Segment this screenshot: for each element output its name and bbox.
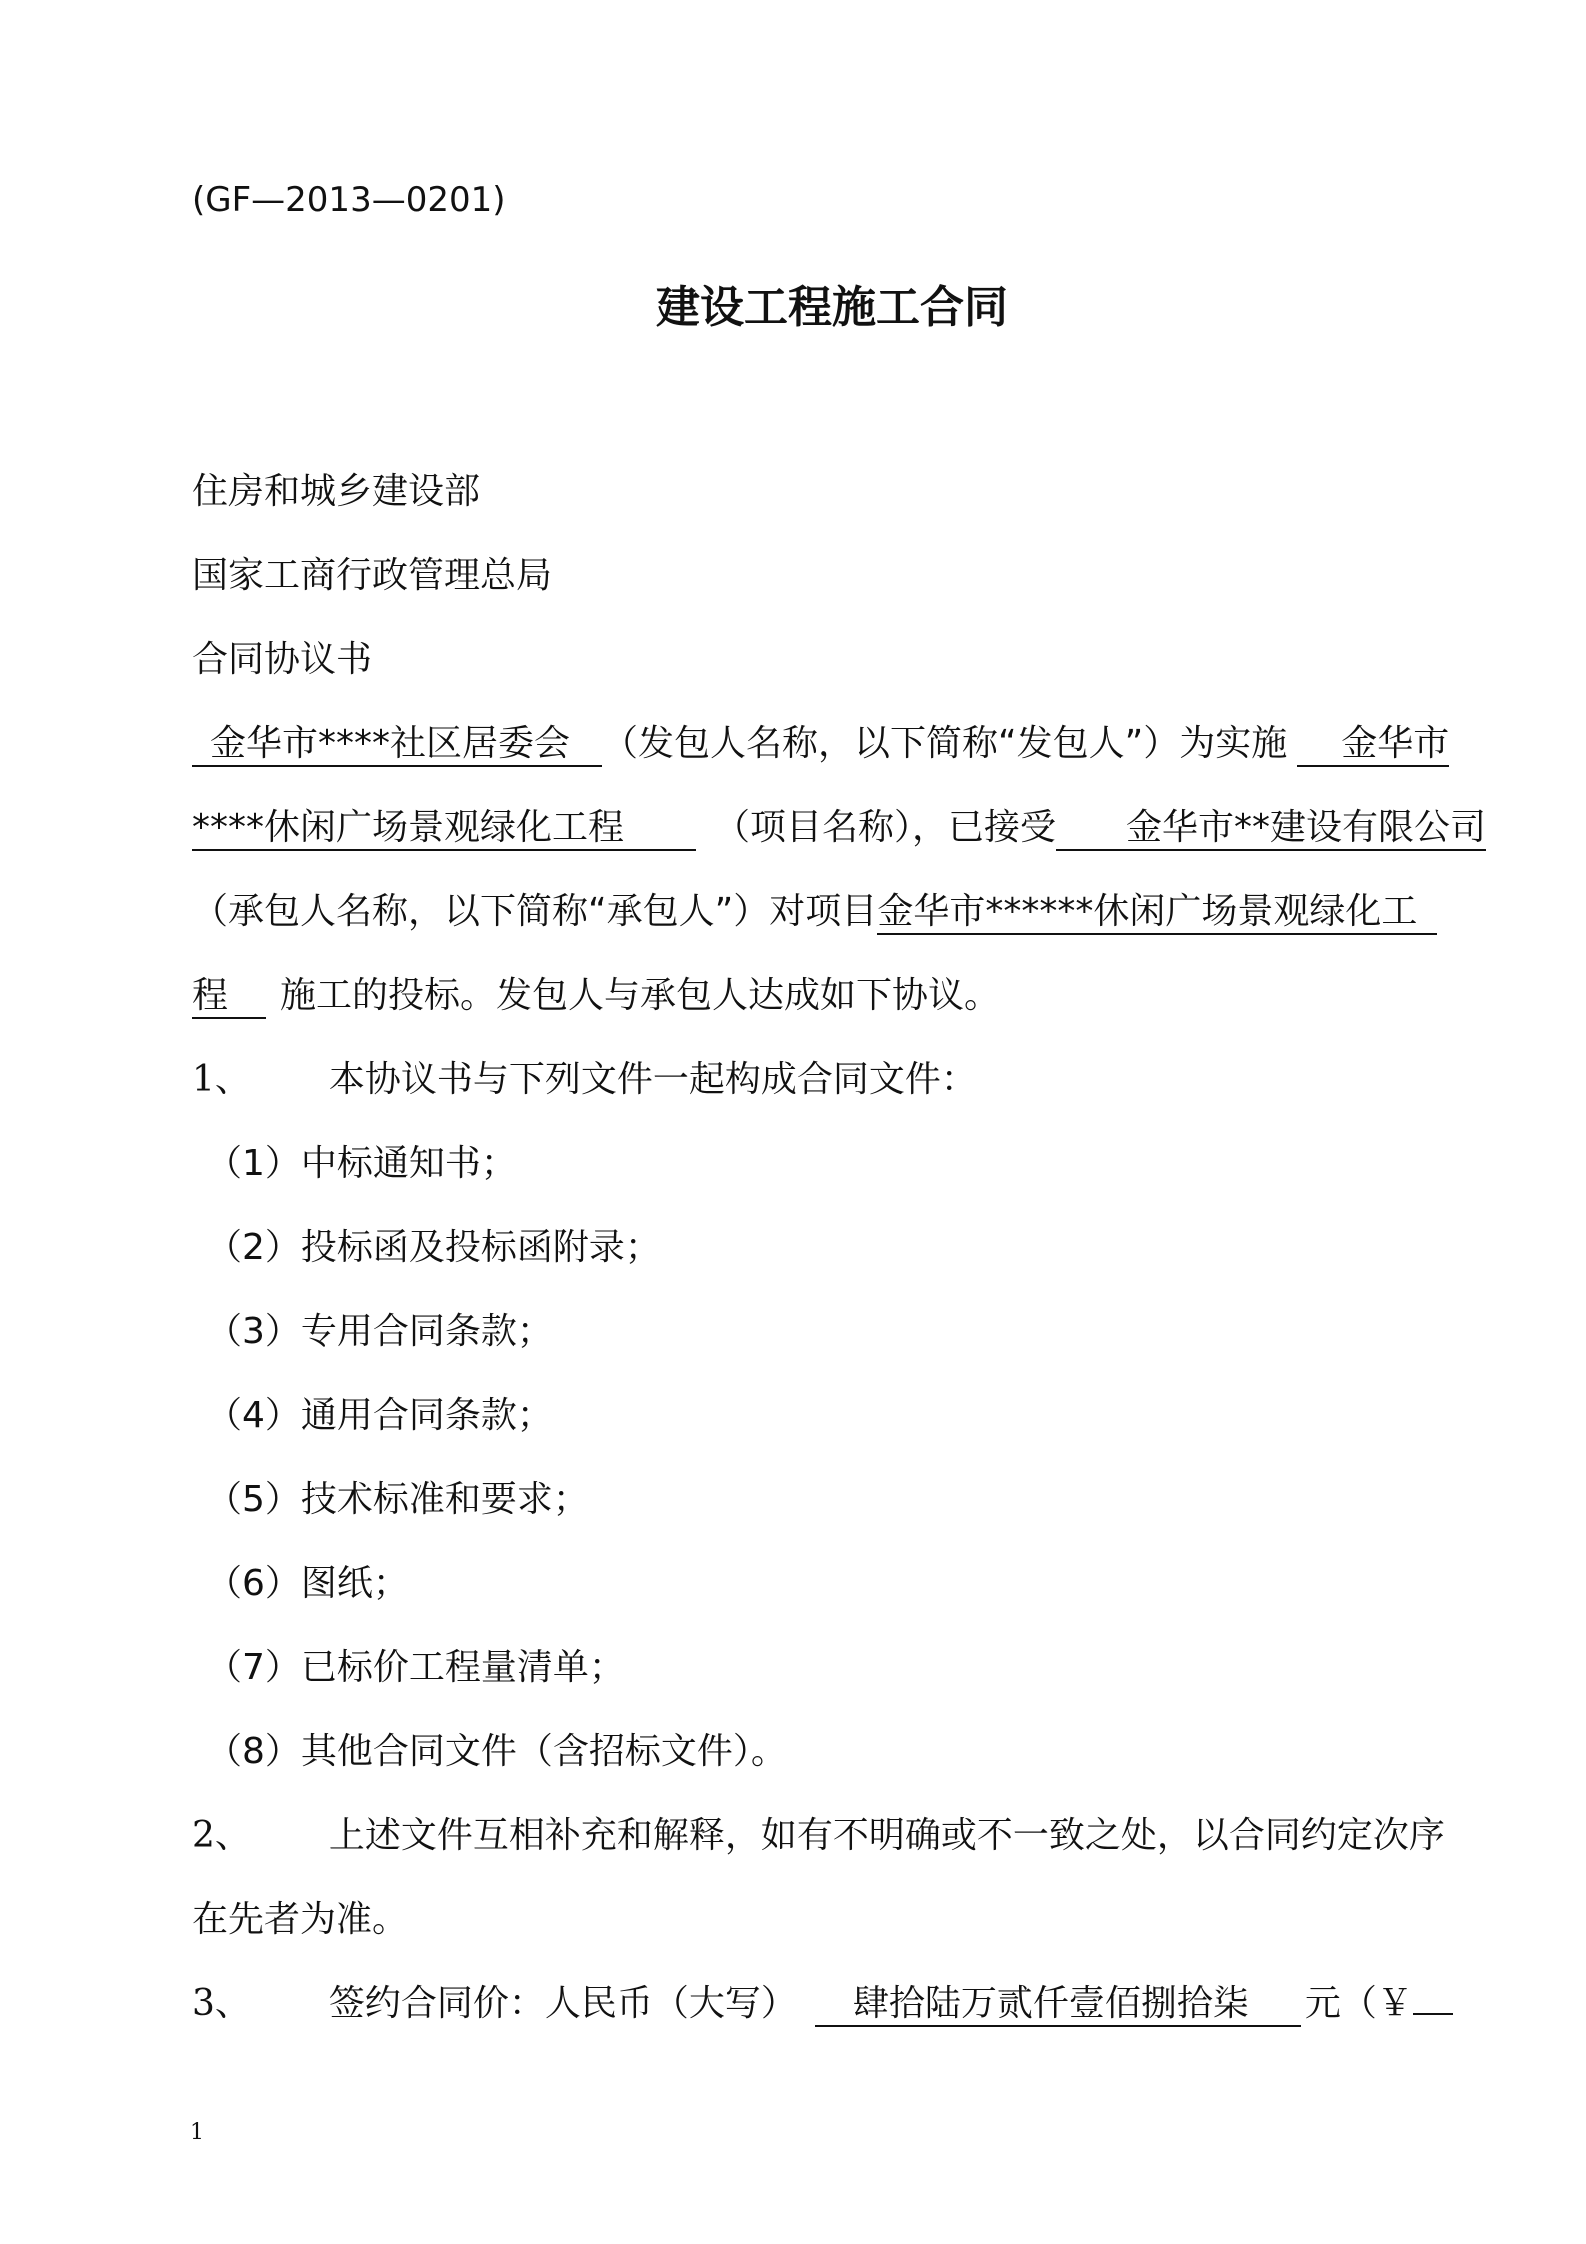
list-item: （3）专用合同条款； <box>206 1311 553 1352</box>
project-name-fill-2: ****休闲广场景观绿化工程 <box>192 807 696 851</box>
amount-figure-blank <box>1413 2013 1453 2015</box>
clause-1-text: 本协议书与下列文件一起构成合同文件： <box>328 1059 977 1100</box>
clause-3-text: 签约合同价：人民币（大写） <box>328 1983 797 2024</box>
employer-name-fill: 金华市****社区居委会 <box>192 723 602 767</box>
project-name-fill-3: 金华市******休闲广场景观绿化工 <box>877 891 1437 935</box>
list-item: （8）其他合同文件（含招标文件）。 <box>206 1731 787 1772</box>
bid-text: 施工的投标。发包人与承包人达成如下协议。 <box>280 975 1001 1016</box>
list-item: （1）中标通知书； <box>206 1143 517 1184</box>
employer-label-text: （发包人名称，以下简称“发包人”）为实施 <box>602 723 1288 764</box>
clause-1-number: 1、 <box>192 1059 251 1100</box>
standard-code: (GF—2013—0201) <box>192 180 506 220</box>
issuer-ministry: 住房和城乡建设部 <box>192 471 481 512</box>
contractor-name-fill: 金华市**建设有限公司 <box>1056 807 1486 851</box>
clause-3-number: 3、 <box>192 1983 251 2024</box>
yuan-label: 元（￥ <box>1304 1983 1413 2024</box>
list-item: （7）已标价工程量清单； <box>206 1647 625 1688</box>
list-item: （5）技术标准和要求； <box>206 1479 589 1520</box>
agreement-line-3 <box>192 890 1437 935</box>
agreement-line-4 <box>192 974 1000 1019</box>
agreement-line-1 <box>192 722 1449 767</box>
page-number: 1 <box>190 2120 204 2145</box>
clause-2-continuation: 在先者为准。 <box>192 1899 409 1940</box>
list-item: （4）通用合同条款； <box>206 1395 553 1436</box>
clause-2-number: 2、 <box>192 1815 251 1856</box>
document-title: 建设工程施工合同 <box>656 282 1008 333</box>
issuer-administration: 国家工商行政管理总局 <box>192 555 553 596</box>
clause-2 <box>192 1814 1445 1858</box>
project-name-fill-1: 金华市 <box>1297 723 1449 767</box>
list-item: （2）投标函及投标函附录； <box>206 1227 661 1268</box>
clause-3 <box>192 1982 1453 2027</box>
contractor-label-text: （承包人名称，以下简称“承包人”）对项目 <box>192 891 878 932</box>
contract-amount-fill: 肆拾陆万贰仟壹佰捌拾柒 <box>815 1983 1301 2027</box>
section-title: 合同协议书 <box>192 639 373 680</box>
list-item: （6）图纸； <box>206 1563 409 1604</box>
clause-2-text-1: 上述文件互相补充和解释，如有不明确或不一致之处，以合同约定次序 <box>328 1815 1445 1856</box>
project-name-fill-4: 程 <box>192 975 266 1019</box>
agreement-line-2 <box>192 806 1486 851</box>
clause-1 <box>192 1058 977 1102</box>
project-label-text: （项目名称），已接受 <box>714 807 1057 848</box>
